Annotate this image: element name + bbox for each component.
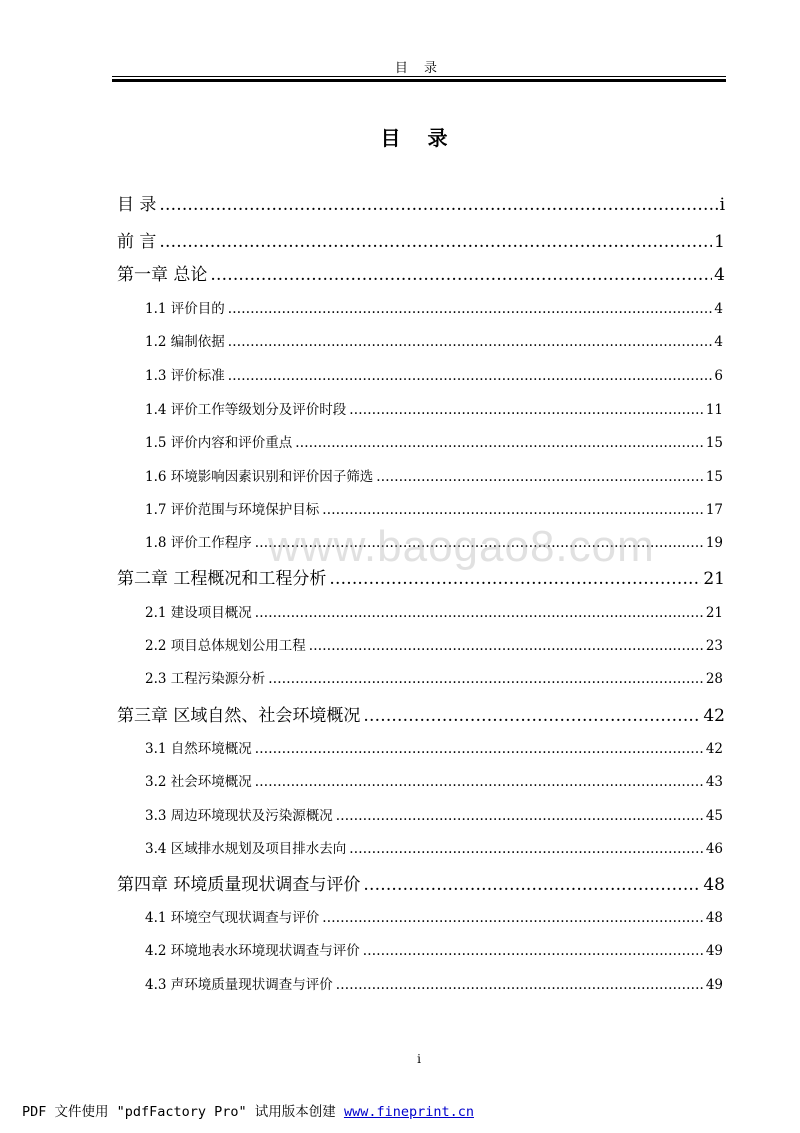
toc-entry-page: 21 — [703, 569, 725, 589]
toc-entry-page: 17 — [705, 502, 723, 518]
toc-entry-page: 6 — [714, 368, 723, 384]
toc-entry-page: 42 — [705, 741, 723, 757]
toc-entry-page: 48 — [705, 910, 723, 926]
toc-dot-leader — [255, 741, 704, 757]
toc-entry-label: 1.5 评价内容和评价重点 — [145, 435, 293, 451]
toc-dot-leader — [363, 706, 701, 726]
toc-chapter-entry[interactable] — [117, 260, 725, 285]
toc-entry-label: 3.3 周边环境现状及污染源概况 — [145, 808, 333, 824]
running-header: 目 录 — [394, 61, 444, 76]
toc-entry-label: 3.2 社会环境概况 — [145, 774, 252, 790]
toc-entry-page: 4 — [714, 301, 723, 317]
header-rule-thick — [112, 79, 726, 82]
toc-entry-label: 目 录 — [117, 195, 157, 215]
toc-section-entry[interactable] — [145, 906, 723, 926]
toc-entry-label: 1.4 评价工作等级划分及评价时段 — [145, 402, 347, 418]
toc-chapter-entry[interactable] — [117, 190, 725, 215]
toc-entry-label: 1.8 评价工作程序 — [145, 535, 252, 551]
toc-chapter-entry[interactable] — [117, 870, 725, 895]
toc-entry-page: 15 — [705, 435, 723, 451]
toc-entry-label: 2.2 项目总体规划公用工程 — [145, 638, 306, 654]
toc-dot-leader — [228, 368, 713, 384]
toc-section-entry[interactable] — [145, 770, 723, 790]
toc-entry-label: 4.1 环境空气现状调查与评价 — [145, 910, 320, 926]
toc-section-entry[interactable] — [145, 837, 723, 857]
toc-entry-page: 15 — [705, 469, 723, 485]
page-number: i — [417, 1052, 421, 1066]
toc-chapter-entry[interactable] — [117, 701, 725, 726]
toc-entry-page: 45 — [705, 808, 723, 824]
toc-dot-leader — [322, 910, 704, 926]
toc-entry-page: 11 — [705, 402, 723, 418]
toc-entry-label: 2.1 建设项目概况 — [145, 605, 252, 621]
toc-entry-page: 21 — [705, 605, 723, 621]
toc-dot-leader — [349, 402, 704, 418]
toc-section-entry[interactable] — [145, 601, 723, 621]
toc-entry-page: 28 — [705, 671, 723, 687]
toc-dot-leader — [159, 232, 712, 252]
toc-dot-leader — [210, 265, 712, 285]
toc-dot-leader — [336, 808, 704, 824]
toc-dot-leader — [255, 605, 704, 621]
toc-entry-label: 4.2 环境地表水环境现状调查与评价 — [145, 943, 360, 959]
toc-dot-leader — [363, 875, 701, 895]
toc-section-entry[interactable] — [145, 498, 723, 518]
toc-entry-label: 第四章 环境质量现状调查与评价 — [117, 875, 361, 895]
footer-link[interactable]: www.fineprint.cn — [343, 1104, 474, 1120]
toc-entry-label: 1.1 评价目的 — [145, 301, 225, 317]
toc-entry-page: 23 — [705, 638, 723, 654]
toc-dot-leader — [329, 569, 701, 589]
toc-entry-page: 1 — [714, 232, 725, 252]
toc-section-entry[interactable] — [145, 667, 723, 687]
toc-dot-leader — [322, 502, 704, 518]
toc-entry-page: i — [719, 195, 725, 215]
toc-entry-page: 4 — [714, 265, 725, 285]
footer-banner — [22, 1100, 474, 1120]
toc-section-entry[interactable] — [145, 364, 723, 384]
toc-dot-leader — [336, 977, 704, 993]
toc-section-entry[interactable] — [145, 804, 723, 824]
watermark: www.baogao8.com — [268, 522, 655, 571]
toc-entry-page: 48 — [703, 875, 725, 895]
toc-dot-leader — [228, 334, 713, 350]
toc-title: 目 录 — [380, 126, 458, 150]
toc-section-entry[interactable] — [145, 297, 723, 317]
toc-section-entry[interactable] — [145, 737, 723, 757]
toc-dot-leader — [349, 841, 704, 857]
toc-section-entry[interactable] — [145, 398, 723, 418]
toc-entry-label: 2.3 工程污染源分析 — [145, 671, 266, 687]
toc-section-entry[interactable] — [145, 465, 723, 485]
header-rule-thin — [112, 76, 726, 77]
toc-dot-leader — [268, 671, 704, 687]
toc-entry-page: 46 — [705, 841, 723, 857]
toc-section-entry[interactable] — [145, 330, 723, 350]
toc-chapter-entry[interactable] — [117, 227, 725, 252]
toc-section-entry[interactable] — [145, 973, 723, 993]
toc-dot-leader — [228, 301, 713, 317]
toc-entry-label: 1.7 评价范围与环境保护目标 — [145, 502, 320, 518]
toc-entry-page: 42 — [703, 706, 725, 726]
toc-entry-page: 49 — [705, 977, 723, 993]
toc-section-entry[interactable] — [145, 431, 723, 451]
toc-entry-label: 3.4 区域排水规划及项目排水去向 — [145, 841, 347, 857]
toc-entry-page: 43 — [705, 774, 723, 790]
toc-entry-label: 3.1 自然环境概况 — [145, 741, 252, 757]
toc-entry-page: 19 — [705, 535, 723, 551]
toc-entry-label: 4.3 声环境质量现状调查与评价 — [145, 977, 333, 993]
toc-dot-leader — [376, 469, 704, 485]
toc-dot-leader — [255, 774, 704, 790]
toc-entry-page: 4 — [714, 334, 723, 350]
toc-entry-label: 1.3 评价标准 — [145, 368, 225, 384]
footer-text: PDF 文件使用 "pdfFactory Pro" 试用版本创建 — [22, 1104, 344, 1120]
toc-section-entry[interactable] — [145, 939, 723, 959]
toc-entry-label: 1.6 环境影响因素识别和评价因子筛选 — [145, 469, 374, 485]
toc-entry-page: 49 — [705, 943, 723, 959]
toc-entry-label: 第三章 区域自然、社会环境概况 — [117, 706, 361, 726]
toc-entry-label: 前 言 — [117, 232, 157, 252]
toc-dot-leader — [309, 638, 704, 654]
toc-dot-leader — [363, 943, 704, 959]
toc-entry-label: 1.2 编制依据 — [145, 334, 225, 350]
toc-dot-leader — [159, 195, 717, 215]
toc-entry-label: 第一章 总论 — [117, 265, 208, 285]
toc-dot-leader — [295, 435, 704, 451]
toc-entry-label: 第二章 工程概况和工程分析 — [117, 569, 327, 589]
toc-section-entry[interactable] — [145, 634, 723, 654]
